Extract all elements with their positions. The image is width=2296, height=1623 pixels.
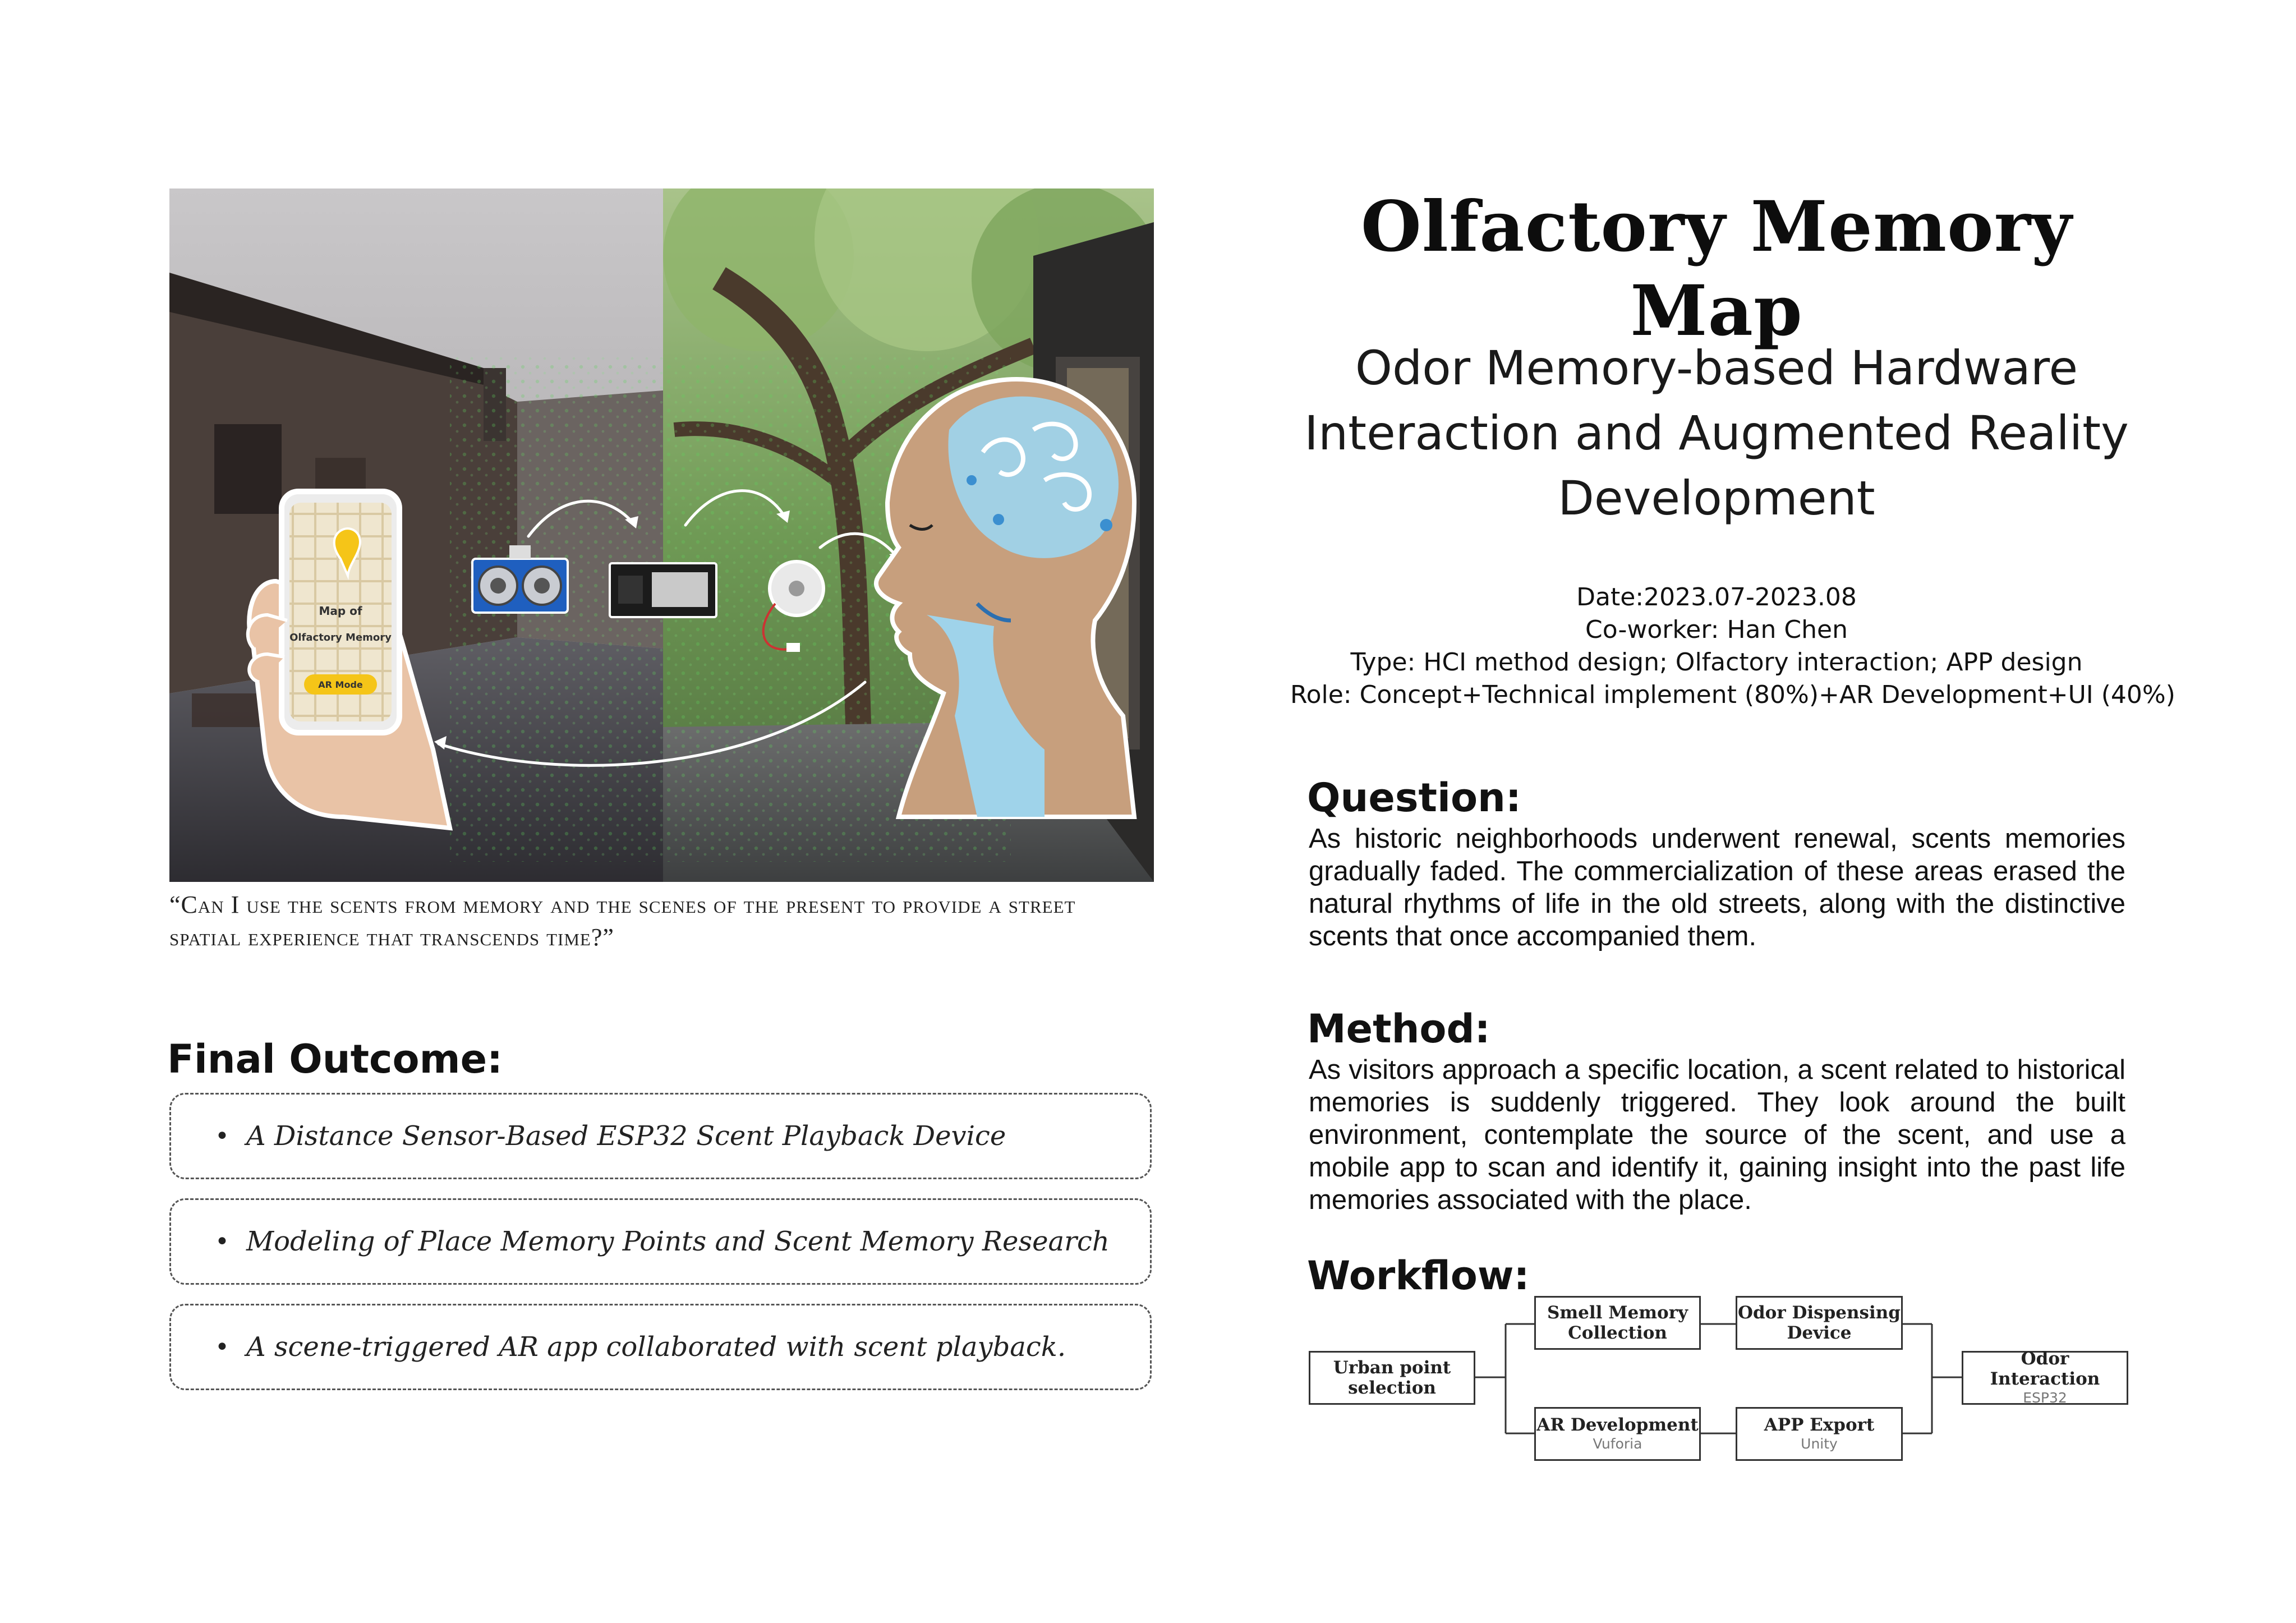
- project-date: Date:2023.07-2023.08: [1576, 583, 1857, 612]
- workflow-node-odor-dispensing-device: [1736, 1296, 1903, 1350]
- method-text: As visitors approach a specific location, a scent related to historical memories is suddenly triggered. They look around the built environment, contemplate the source of the scent, and use a mobile app to scan and identify it, gaining insight into the past life memories associated with the place.: [1309, 1055, 2125, 1215]
- workflow-node-urban-point-selection: [1309, 1351, 1475, 1405]
- workflow-node-subtitle: Vuforia: [1593, 1436, 1642, 1452]
- question-heading: Question:: [1307, 775, 1521, 821]
- workflow-node-title: Collection: [1568, 1323, 1667, 1343]
- question-text: As historic neighborhoods underwent renewal, scents memories gradually faded. The commercialization of these areas erased the natural rhythms of life in the old streets, along with the distinctive scents that once accompanied them.: [1309, 824, 2125, 951]
- workflow-node-title: Odor Interaction: [1990, 1349, 2100, 1389]
- research-question-quote: “Can I use the scents from memory and the scenes of the present to provide a street spatial experience that transcends time?”: [169, 891, 1076, 951]
- final-outcome-heading: Final Outcome:: [167, 1036, 503, 1082]
- outcome-item-text: Modeling of Place Memory Points and Scent Memory Research: [246, 1226, 1110, 1257]
- outcome-item-text: A Distance Sensor-Based ESP32 Scent Playback Device: [246, 1120, 1006, 1152]
- workflow-node-smell-memory-collection: [1534, 1296, 1701, 1350]
- workflow-node-subtitle: ESP32: [2023, 1390, 2067, 1406]
- workflow-node-odor-interaction: [1962, 1351, 2128, 1405]
- bullet: •: [215, 1227, 229, 1256]
- phone-ar-mode-label: AR Mode: [318, 679, 363, 690]
- subtitle-line: Odor Memory-based Hardware: [1355, 341, 2078, 396]
- phone-map-line2: Olfactory Memory: [289, 632, 392, 643]
- phone-map-line1: Map of: [319, 604, 362, 618]
- subtitle-line: Interaction and Augmented Reality: [1304, 406, 2129, 461]
- project-role: Role: Concept+Technical implement (80%)+AR Development+UI (40%): [1290, 681, 2175, 709]
- bullet: •: [215, 1332, 229, 1362]
- workflow-node-title: AR Development: [1536, 1415, 1699, 1435]
- bullet: •: [215, 1121, 229, 1151]
- outcome-item-text: A scene-triggered AR app collaborated with scent playback.: [246, 1331, 1066, 1363]
- workflow-node-app-export: [1736, 1407, 1903, 1461]
- method-heading: Method:: [1307, 1006, 1490, 1052]
- workflow-node-title: Smell Memory: [1547, 1303, 1688, 1323]
- workflow-node-title: Odor Dispensing: [1738, 1303, 1901, 1323]
- page-title: Olfactory Memory Map: [1360, 186, 2073, 352]
- workflow-node-title: selection: [1348, 1378, 1436, 1398]
- workflow-node-title: APP Export: [1764, 1415, 1875, 1435]
- workflow-node-subtitle: Unity: [1801, 1436, 1838, 1452]
- subtitle-line: Development: [1558, 471, 1875, 526]
- workflow-node-ar-development: [1534, 1407, 1701, 1461]
- project-type: Type: HCI method design; Olfactory interaction; APP design: [1350, 648, 2083, 677]
- workflow-node-title: Device: [1787, 1323, 1852, 1343]
- workflow-heading: Workflow:: [1307, 1253, 1530, 1299]
- project-coworker: Co-worker: Han Chen: [1585, 615, 1848, 644]
- workflow-node-title: Urban point: [1333, 1358, 1451, 1378]
